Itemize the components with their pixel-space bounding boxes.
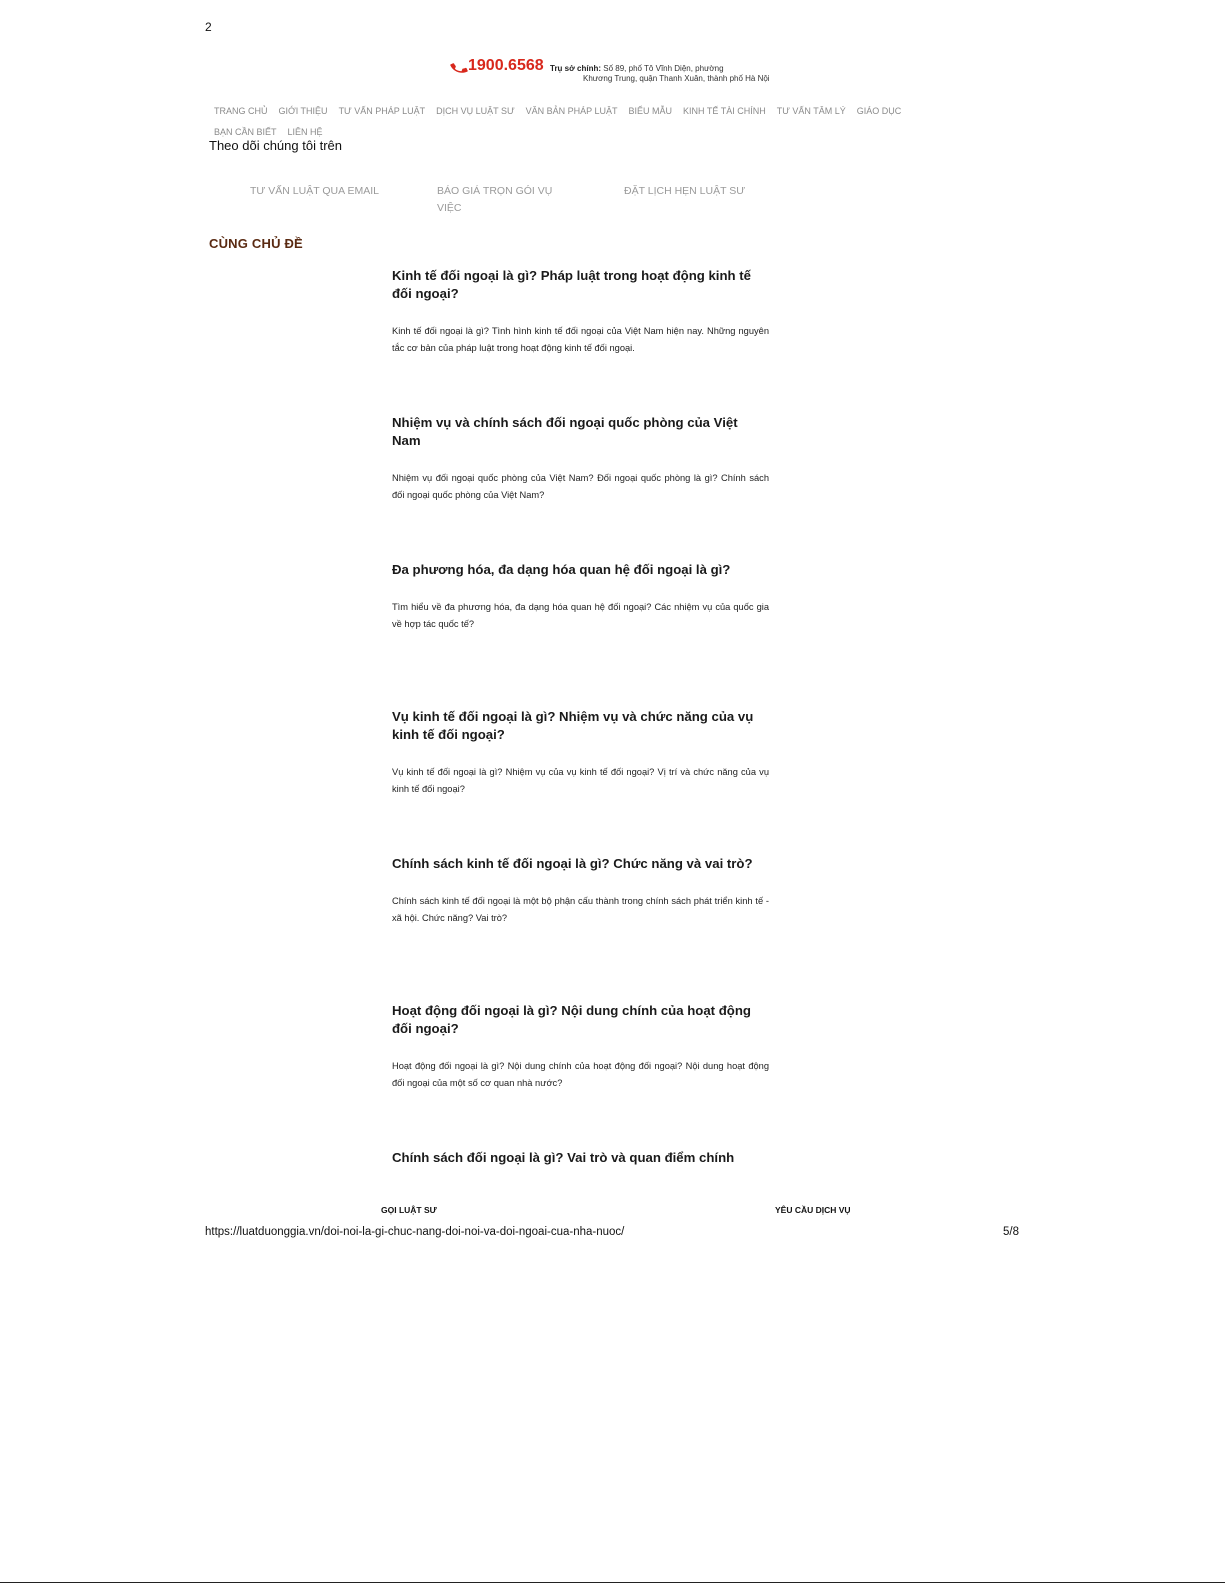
article-excerpt: Chính sách kinh tế đối ngoại là một bộ phận cấu thành trong chính sách phát triển kinh tế - xã hội. Chức năng? Vai trò?	[392, 896, 769, 923]
page-count: 5/8	[1003, 1226, 1019, 1238]
article-excerpt: Vụ kinh tế đối ngoại là gì? Nhiệm vụ của vụ kinh tế đối ngoại? Vị trí và chức năng của vụ kinh tế đối ngoại?	[392, 767, 769, 794]
nav-item-gioi-thieu[interactable]: GIỚI THIỆU	[278, 105, 328, 116]
follow-us-text: Theo dõi chúng tôi trên	[209, 138, 342, 153]
nav-item-kinh-te-tai-chinh[interactable]: KINH TẾ TÀI CHÍNH	[683, 105, 766, 116]
article-title[interactable]: Chính sách đối ngoại là gì? Vai trò và quan điểm chính	[392, 1150, 735, 1165]
page-url: https://luatduonggia.vn/doi-noi-la-gi-chuc-nang-doi-noi-va-doi-ngoai-cua-nha-nuoc/	[205, 1226, 625, 1238]
request-service-button[interactable]: YÊU CẦU DỊCH VỤ	[775, 1205, 851, 1215]
nav-item-bieu-mau[interactable]: BIỂU MẪU	[628, 105, 673, 116]
nav-item-dich-vu-luat-su[interactable]: DỊCH VỤ LUẬT SƯ	[436, 105, 515, 116]
hotline-number[interactable]: 1900.6568	[468, 57, 544, 74]
nav-item-trang-chu[interactable]: TRANG CHỦ	[214, 105, 268, 116]
headquarters-label: Trụ sở chính:	[550, 64, 602, 73]
article-title[interactable]: Hoạt động đối ngoại là gì? Nội dung chính của hoạt động đối ngoại?	[392, 1003, 751, 1036]
email-consult-link[interactable]: TƯ VẤN LUẬT QUA EMAIL	[250, 185, 379, 197]
nav-item-tu-van-tam-ly[interactable]: TƯ VẤN TÂM LÝ	[776, 105, 846, 116]
article-excerpt: Hoạt động đối ngoại là gì? Nội dung chính của hoạt động đối ngoại? Nội dung hoạt động đối ngoại của một số cơ quan nhà nước?	[392, 1061, 769, 1088]
nav-row-1	[214, 100, 914, 121]
article-item	[392, 561, 769, 632]
call-lawyer-button[interactable]: GỌI LUẬT SƯ	[381, 1205, 437, 1215]
article-excerpt: Tìm hiểu về đa phương hóa, đa dạng hóa quan hệ đối ngoại? Các nhiệm vụ của quốc gia về hợp tác quốc tế?	[392, 602, 769, 629]
article-title[interactable]: Nhiệm vụ và chính sách đối ngoại quốc phòng của Việt Nam	[392, 415, 738, 448]
article-title[interactable]: Chính sách kinh tế đối ngoại là gì? Chức năng và vai trò?	[392, 856, 753, 871]
article-excerpt: Nhiệm vụ đối ngoại quốc phòng của Việt Nam? Đối ngoại quốc phòng là gì? Chính sách đối ngoại quốc phòng của Việt Nam?	[392, 473, 769, 500]
nav-item-van-ban-phap-luat[interactable]: VĂN BẢN PHÁP LUẬT	[525, 105, 618, 116]
nav-item-giao-duc[interactable]: GIÁO DỤC	[856, 105, 902, 116]
article-item	[392, 414, 769, 503]
article-item	[392, 1002, 769, 1091]
package-quote-link[interactable]: BÁO GIÁ TRỌN GÓI VỤ VIỆC	[437, 185, 553, 214]
article-item	[392, 708, 769, 797]
article-item	[392, 1149, 769, 1167]
page-number: 2	[205, 20, 212, 34]
phone-icon	[450, 59, 468, 77]
nav-item-ban-can-biet[interactable]: BẠN CẦN BIẾT	[214, 126, 277, 137]
article-title[interactable]: Đa phương hóa, đa dạng hóa quan hệ đối ngoại là gì?	[392, 562, 731, 577]
article-excerpt: Kinh tế đối ngoại là gì? Tình hình kinh tế đối ngoại của Việt Nam hiện nay. Những nguyên tắc cơ bản của pháp luật trong hoạt động kinh tế đối ngoại.	[392, 326, 769, 353]
article-title[interactable]: Kinh tế đối ngoại là gì? Pháp luật trong hoạt động kinh tế đối ngoại?	[392, 268, 751, 301]
main-navigation	[214, 100, 914, 142]
article-item	[392, 267, 769, 356]
nav-item-lien-he[interactable]: LIÊN HỆ	[287, 126, 323, 137]
nav-item-tu-van-phap-luat[interactable]: TƯ VẤN PHÁP LUẬT	[338, 105, 426, 116]
headquarters-address-text: Số 89, phố Tô Vĩnh Diện, phường	[603, 64, 724, 73]
article-item	[392, 855, 769, 926]
headquarters-address-line2: Khương Trung, quận Thanh Xuân, thành phố Hà Nội	[583, 74, 770, 83]
bottom-divider	[0, 1582, 1225, 1583]
book-lawyer-link[interactable]: ĐẶT LỊCH HẸN LUẬT SƯ	[624, 185, 746, 197]
related-topics-heading: CÙNG CHỦ ĐỀ	[209, 236, 303, 251]
article-title[interactable]: Vụ kinh tế đối ngoại là gì? Nhiệm vụ và chức năng của vụ kinh tế đối ngoại?	[392, 709, 754, 742]
headquarters-address-line1	[550, 64, 724, 73]
